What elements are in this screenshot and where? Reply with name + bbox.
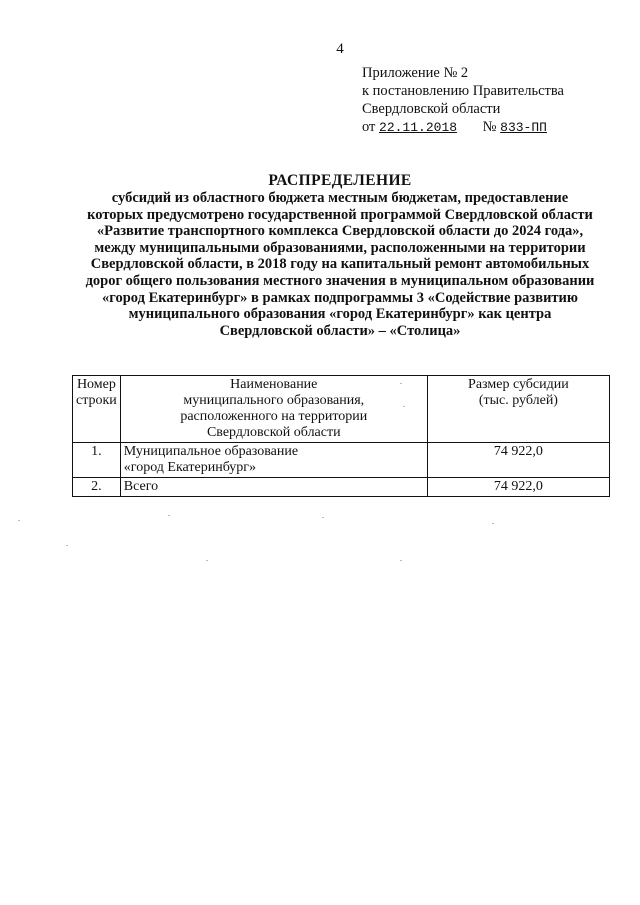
scan-speck bbox=[492, 523, 494, 524]
appendix-line-2: к постановлению Правительства bbox=[362, 83, 564, 99]
page-number: 4 bbox=[336, 41, 344, 57]
row-number: 1. bbox=[73, 443, 121, 478]
row-number: 2. bbox=[73, 478, 121, 497]
municipality-name-line-1: Муниципальное образование bbox=[123, 444, 299, 459]
subtitle-line-4: между муниципальными образованиями, расположенными на территории bbox=[94, 239, 586, 256]
total-amount: 74 922,0 bbox=[427, 478, 609, 497]
header-municipality bbox=[120, 376, 427, 443]
header-municipality-line-3: расположенного на территории bbox=[180, 409, 368, 424]
scan-speck bbox=[206, 560, 208, 561]
total-label: Всего bbox=[120, 478, 427, 497]
appendix-line-1: Приложение № 2 bbox=[362, 65, 469, 81]
municipality-name-line-2: «город Екатеринбург» bbox=[123, 460, 257, 475]
subsidy-table bbox=[72, 375, 610, 497]
scan-speck bbox=[403, 406, 405, 407]
number-prefix: № bbox=[482, 119, 497, 135]
header-subsidy-amount bbox=[427, 376, 609, 443]
appendix-header bbox=[362, 64, 564, 137]
subtitle-line-6: дорог общего пользования местного значения в муниципальном образовании bbox=[85, 272, 595, 289]
header-row-number-line-1: Номер bbox=[76, 377, 116, 392]
scan-speck bbox=[322, 517, 324, 518]
header-row-number-line-2: строки bbox=[76, 393, 117, 408]
header-subsidy-line-2: (тыс. рублей) bbox=[478, 393, 558, 408]
scan-speck bbox=[66, 545, 68, 546]
header-subsidy-line-1: Размер субсидии bbox=[468, 377, 569, 392]
document-subtitle bbox=[60, 190, 620, 339]
scan-speck bbox=[400, 560, 402, 561]
resolution-date: 22.11.2018 bbox=[379, 120, 458, 135]
subtitle-line-3: «Развитие транспортного комплекса Свердловской области до 2024 года», bbox=[96, 223, 584, 240]
header-municipality-line-2: муниципального образования, bbox=[183, 393, 365, 408]
date-prefix: от bbox=[362, 119, 376, 135]
header-municipality-line-1: Наименование bbox=[230, 377, 318, 392]
scan-speck bbox=[18, 520, 20, 521]
appendix-date-line bbox=[362, 118, 564, 137]
table-header-row bbox=[73, 376, 610, 443]
header-municipality-line-4: Свердловской области bbox=[206, 425, 341, 440]
appendix-line-3: Свердловской области bbox=[362, 101, 501, 117]
subtitle-line-9: Свердловской области» – «Столица» bbox=[219, 322, 461, 339]
document-title: РАСПРЕДЕЛЕНИЕ bbox=[268, 172, 412, 189]
header-row-number bbox=[73, 376, 121, 443]
subtitle-line-8: муниципального образования «город Екатеринбург» как центра bbox=[128, 306, 552, 323]
scan-speck bbox=[168, 515, 170, 516]
subsidy-amount: 74 922,0 bbox=[427, 443, 609, 478]
resolution-number: 833-ПП bbox=[500, 120, 547, 135]
table-row-total bbox=[73, 478, 610, 497]
subtitle-line-1: субсидий из областного бюджета местным бюджетам, предоставление bbox=[111, 190, 569, 206]
subtitle-line-5: Свердловской области, в 2018 году на капитальный ремонт автомобильных bbox=[90, 256, 590, 273]
municipality-name bbox=[120, 443, 427, 478]
subtitle-line-7: «город Екатеринбург» в рамках подпрограммы 3 «Содействие развитию bbox=[101, 289, 578, 306]
table-row bbox=[73, 443, 610, 478]
scan-speck bbox=[400, 383, 402, 384]
subtitle-line-2: которых предусмотрено государственной программой Свердловской области bbox=[87, 206, 593, 223]
